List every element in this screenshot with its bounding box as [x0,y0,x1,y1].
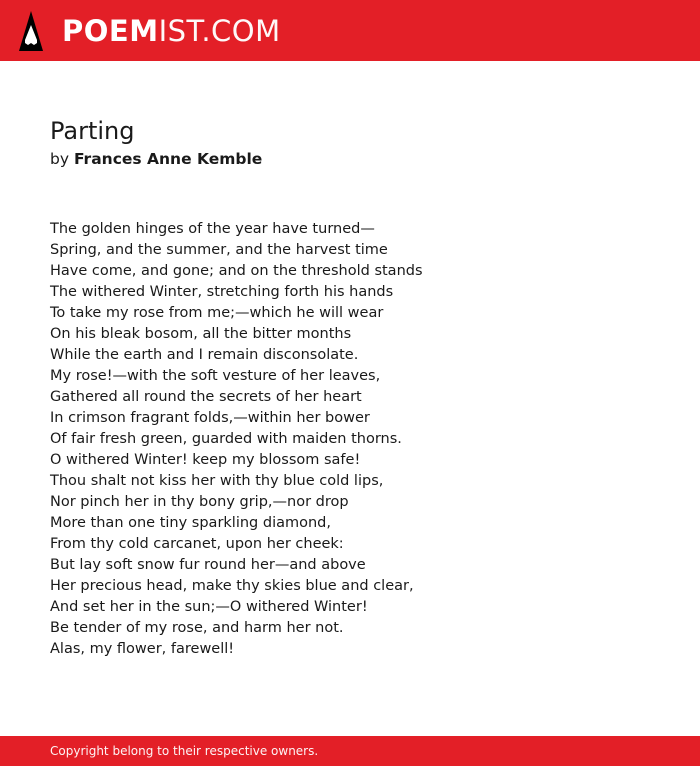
poem-byline [50,148,670,170]
poem-line: Gathered all round the secrets of her heart [50,389,362,405]
poem-line: In crimson fragrant folds,—within her bower [50,410,370,426]
site-header [0,0,700,61]
logo-bold-text: POEM [62,14,159,48]
poem-line: Alas, my flower, farewell! [50,641,235,657]
poem-line: The withered Winter, stretching forth his hands [50,284,394,300]
poem-body [50,219,670,660]
poem-line: Of fair fresh green, guarded with maiden thorns. [50,431,402,447]
by-label: by [50,150,70,168]
pencil-tip-icon [18,10,44,52]
poem-line: But lay soft snow fur round her—and above [50,557,366,573]
poem-line: Nor pinch her in thy bony grip,—nor drop [50,494,349,510]
site-logo-link[interactable] [18,10,281,52]
poem-line: From thy cold carcanet, upon her cheek: [50,536,344,552]
poem-line: The golden hinges of the year have turned— [50,221,375,237]
site-footer [0,736,700,766]
poem-line: Spring, and the summer, and the harvest time [50,242,388,258]
logo-light-text: IST.COM [158,14,281,48]
poem-line: And set her in the sun;—O withered Winter! [50,599,368,615]
poem-line: Her precious head, make thy skies blue and clear, [50,578,414,594]
site-logo-text [62,10,281,52]
poem-line: While the earth and I remain disconsolate. [50,347,359,363]
poem-line: My rose!—with the soft vesture of her leaves, [50,368,381,384]
poem-line: To take my rose from me;—which he will wear [50,305,384,321]
poem-container [50,116,670,660]
poem-line: On his bleak bosom, all the bitter months [50,326,352,342]
poem-author[interactable]: Frances Anne Kemble [73,150,263,168]
poem-line: O withered Winter! keep my blossom safe! [50,452,361,468]
copyright-notice: Copyright belong to their respective owners. [50,744,319,758]
poem-line: Thou shalt not kiss her with thy blue cold lips, [50,473,384,489]
poem-title: Parting [50,117,135,145]
poem-line: More than one tiny sparkling diamond, [50,515,331,531]
poem-line: Be tender of my rose, and harm her not. [50,620,344,636]
poem-line: Have come, and gone; and on the threshold stands [50,263,423,279]
